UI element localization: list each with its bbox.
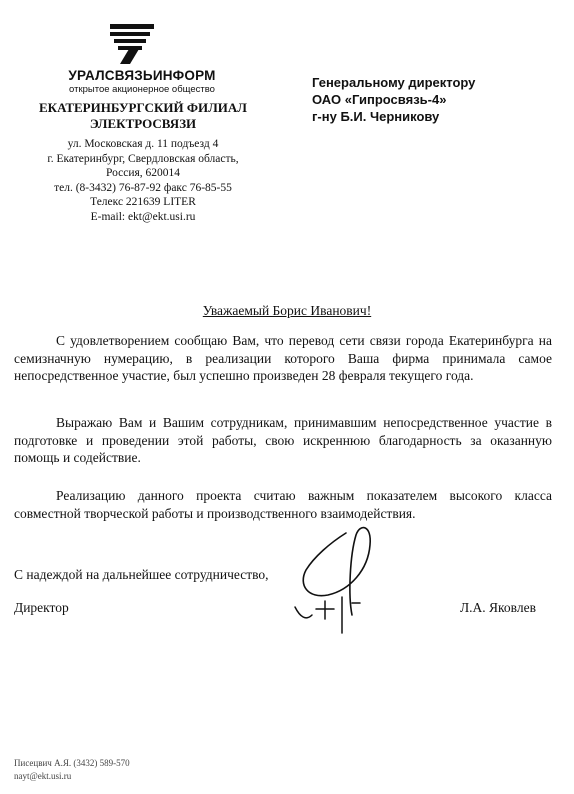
company-logo-icon bbox=[108, 22, 156, 66]
footer-contact bbox=[14, 757, 130, 783]
branch-name-line: ЕКАТЕРИНБУРГСКИЙ ФИЛИАЛ bbox=[38, 100, 247, 115]
footer-line: Писецвич А.Я. (3432) 589-570 bbox=[14, 758, 130, 768]
addressee-line: ОАО «Гипросвязь-4» bbox=[312, 92, 447, 107]
brand-name: УРАЛСВЯЗЬИНФОРМ bbox=[68, 68, 216, 83]
body-paragraph: Выражаю Вам и Вашим сотрудникам, принимавшим непосредственное участие в подготовке и проведении этой работы, свою искреннюю благодарность за оказанную помощь и содействие. bbox=[14, 415, 552, 465]
body-paragraph: С удовлетворением сообщаю Вам, что перевод сети связи города Екатеринбурга на семизначную нумерацию, в реализации которого Ваша фирма принимала самое непосредственное участие, был успешно произведен 28 февраля текущего года. bbox=[14, 333, 552, 383]
brand-subtitle: открытое акционерное общество bbox=[69, 84, 215, 95]
signer-name: Л.А. Яковлев bbox=[460, 600, 536, 615]
address-line: E-mail: ekt@ekt.usi.ru bbox=[90, 210, 196, 223]
address-line: тел. (8-3432) 76-87-92 факс 76-85-55 bbox=[54, 181, 232, 194]
closing-line: С надеждой на дальнейшее сотрудничество, bbox=[14, 567, 269, 582]
body-paragraph: Реализацию данного проекта считаю важным показателем высокого класса совместной творческой работы и производственного взаимодействия. bbox=[14, 488, 552, 521]
signer-position: Директор bbox=[14, 600, 69, 615]
salutation: Уважаемый Борис Иванович! bbox=[202, 303, 372, 318]
addressee-block bbox=[312, 74, 562, 125]
branch-name-line: ЭЛЕКТРОСВЯЗИ bbox=[89, 116, 197, 131]
addressee-line: г-ну Б.И. Черникову bbox=[312, 109, 440, 124]
signature-icon bbox=[290, 515, 390, 635]
address-line: Россия, 620014 bbox=[105, 167, 181, 179]
sender-address bbox=[22, 137, 264, 224]
branch-name bbox=[20, 100, 266, 132]
address-line: ул. Московская д. 11 подъезд 4 bbox=[67, 138, 219, 150]
address-line: Телекс 221639 LITER bbox=[90, 196, 196, 208]
address-line: г. Екатеринбург, Свердловская область, bbox=[47, 152, 239, 165]
addressee-line: Генеральному директору bbox=[312, 75, 476, 90]
footer-line: nayt@ekt.usi.ru bbox=[14, 771, 72, 781]
